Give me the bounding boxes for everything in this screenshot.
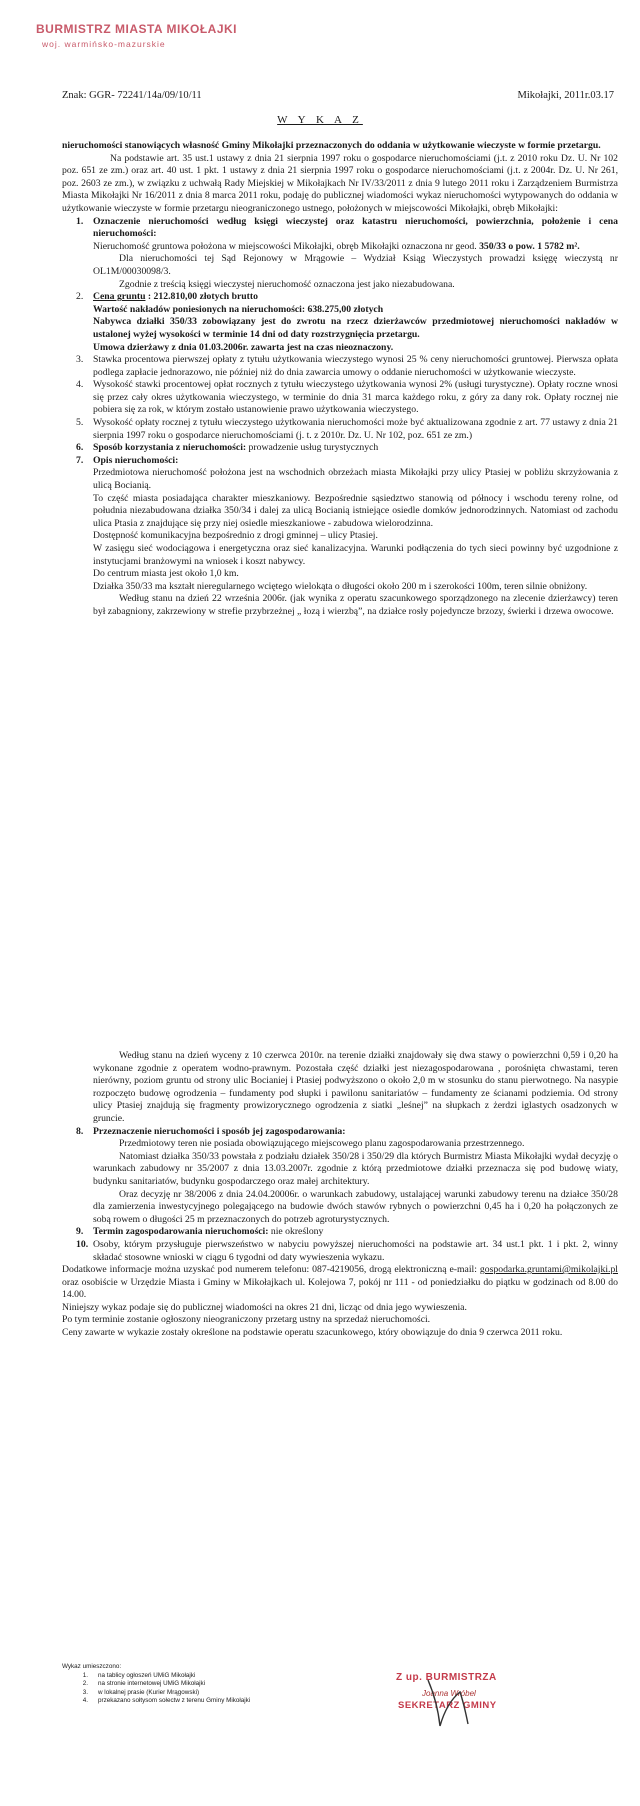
item-number: 1.: [76, 215, 84, 227]
list-item: 1. na tablicy ogłoszeń UMiG Mikołajki: [82, 1671, 196, 1679]
list-item: 4. przekazano sołtysom sołectw z terenu Gminy Mikołajki: [82, 1697, 251, 1705]
item-paragraph: Nieruchomość gruntowa położona w miejscowości Mikołajki, obręb Mikołajki oznaczona nr geod. 350/33 o pow. 1 5782 m².: [93, 240, 580, 252]
document-body-page1: [62, 140, 618, 619]
item-paragraph: Stawka procentowa pierwszej opłaty z tytułu użytkowania wieczystego wynosi 25 % ceny nieruchomości gruntowej. Pierwsza opłata podlega zapłacie jednorazowo, nie później niż do dnia zawarcia umowy o oddanie nieruchomości w użytkowanie wieczyste.: [93, 354, 618, 378]
intro-heading: nieruchomości stanowiących własność Gminy Mikołajki przeznaczonych do oddania w użytkowanie wieczyste w formie przetargu.: [62, 140, 601, 151]
signature-line-1: Z up. BURMISTRZA: [396, 1672, 497, 1683]
list-item-10: [62, 1239, 618, 1264]
closing-paragraph: Po tym terminie zostanie ogłoszony nieograniczony przetarg ustny na sprzedaż nieruchomości.: [62, 1314, 431, 1326]
list-item-9: [62, 1226, 618, 1239]
item-paragraph: Według stanu na dzień 22 września 2006r. (jak wynika z operatu szacunkowego sporządzonego na zlecenie dzierżawcy) teren był zabagniony, zakrzewiony w strefie przybrzeżnej „ łozą i wierzbą”, na działce rosły pojedyncze brzozy, świerki i drzewa owocowe.: [93, 593, 618, 617]
item-number: 4.: [76, 379, 84, 391]
list-item-5: [62, 417, 618, 442]
letterhead-stamp: [36, 22, 237, 49]
document-title: W Y K A Z: [277, 114, 363, 126]
item-paragraph: Wartość nakładów poniesionych na nieruchomości: 638.275,00 złotych: [93, 303, 384, 315]
list-item-6: [62, 442, 618, 455]
intro-body: Na podstawie art. 35 ust.1 ustawy z dnia 21 sierpnia 1997 roku o gospodarce nieruchomościami (j.t. z 2010 roku Dz. U. Nr 102 poz. 651 ze zm.) oraz art. 40 ust. 1 pkt. 1 ustawy z dnia 21 sierpnia 1997 roku o gospodarce nieruchomościami (j.t. z 2004r. Dz. U. Nr 261, poz. 2603 ze zm.), w związku z uchwałą Rady Miejskiej w Mikołajkach Nr IV/33/2011 z dnia 9 lutego 2011 roku i Zarządzeniem Burmistrza Miasta Mikołajki Nr 16/2011 z dnia 8 marca 2011 roku, podaję do publicznej wiadomości wykaz nieruchomości wytypowanych do oddania w użytkowanie wieczyste w formie przetargu nieograniczonego ustnego, położonych w miejscowości Mikołajki, obręb Mikołajki:: [62, 152, 618, 214]
item-paragraph: W zasięgu sieć wodociągowa i energetyczna oraz sieć kanalizacyjna. Warunki podłączenia do tych sieci powinny być uzgodnione z instytucjami branżowymi na wniosek i koszt nabywcy.: [93, 543, 618, 567]
item-number: 3.: [76, 354, 84, 366]
list-item: 2. na stronie internetowej UMiG Mikołajki: [82, 1680, 206, 1688]
signature-stamp: [396, 1672, 586, 1742]
list-item-7: [62, 455, 618, 619]
item-number: 9.: [76, 1226, 84, 1238]
item-paragraph: Dostępność komunikacyjna bezpośrednio z drogi gminnej – ulicy Ptasiej.: [93, 530, 378, 542]
closing-contact: Dodatkowe informacje można uzyskać pod numerem telefonu: 087-4219056, drogą elektroniczną e-mail: gospodarka.gruntami@mikolajki.pl oraz osobiście w Urzędzie Miasta i Gminy w Mikołajkach ul. Kolejowa 7, pokój nr 111 - od poniedziałku do piątku w godzinach od 8.00 do 14.00.: [62, 1264, 618, 1301]
item-paragraph: Termin zagospodarowania nieruchomości: nie określony: [93, 1226, 324, 1238]
item-paragraph: Nabywca działki 350/33 zobowiązany jest do zwrotu na rzecz dzierżawców przedmiotowej nieruchomości nakładów w ustalonej wyżej wysokości w terminie 14 dni od daty rozstrzygnięcia przetargu.: [93, 316, 618, 340]
item-paragraph: Przedmiotowa nieruchomość położona jest na wschodnich obrzeżach miasta Mikołajki przy ulicy Ptasiej w pobliżu skrzyżowania z ulicą Bocianią.: [93, 467, 618, 492]
signature-name: Joanna Wróbel: [422, 1689, 476, 1698]
item-heading: Oznaczenie nieruchomości według księgi wieczystej oraz katastru nieruchomości, powierzchnia, położenie i cena nieruchomości:: [93, 215, 618, 240]
item-paragraph: Natomiast działka 350/33 powstała z podziału działek 350/28 i 350/29 dla których Burmistrz Miasta Mikołajki wydał decyzję o warunkach zabudowy nr 35/2007 z dnia 13.03.2007r. zgodnie z którą przedmiotowe działki przeznacza się pod budowę wiaty, budynku sanitariatów, budynku gospodarczego oraz małej architektury.: [93, 1150, 618, 1187]
item-paragraph: Osoby, którym przysługuje pierwszeństwo w nabyciu powyższej nieruchomości na podstawie art. 34 ust.1 pkt. 1 i pkt. 2, winny składać stosowne wnioski w ciągu 6 tygodni od daty wywieszenia wykazu.: [93, 1238, 618, 1263]
item-number: 5.: [76, 417, 84, 429]
list-item-3: [62, 354, 618, 379]
item-paragraph: Według stanu na dzień wyceny z 10 czerwca 2010r. na terenie działki znajdowały się dwa stawy o powierzchni 0,59 i 0,20 ha wykonane zgodnie z operatem wodno-prawnym. Pozostała część działki jest niezagospodarowana , porośnięta chwastami, teren nierówny, poziom gruntu od strony ulic Bocianiej i Ptasiej podwyższono o około 2,0 m w stosunku do stanu pierwotnego. Na nasypie rozpoczęto budowę ogrodzenia – fundamenty pod słupki i pawilonu sanitariatów – fundamenty ze ścianami podziemia. Od strony ulicy Ptasiej znajdują się fragmenty prowizorycznego ogrodzenia z siatki „leśnej” na słupkach z żerdzi iglastych osadzonych w gruncie.: [93, 1050, 618, 1124]
list-item-2: [62, 291, 618, 354]
item-paragraph: Sposób korzystania z nieruchomości: prowadzenie usług turystycznych: [93, 442, 379, 454]
item-heading: Przeznaczenie nieruchomości i sposób jej zagospodarowania:: [93, 1125, 346, 1137]
posting-list: [62, 1663, 250, 1706]
list-item-4: [62, 379, 618, 417]
reference-number: Znak: GGR- 72241/14a/09/10/11: [62, 90, 202, 101]
item-paragraph: Dla nieruchomości tej Sąd Rejonowy w Mrągowie – Wydział Ksiąg Wieczystych prowadzi księgę wieczystą nr OL1M/00030098/3.: [93, 253, 618, 277]
item-number: 6.: [76, 442, 84, 454]
signature-line-3: SEKRETARZ GMINY: [398, 1700, 497, 1711]
closing-paragraph: Ceny zawarte w wykazie zostały określone na podstawie operatu szacunkowego, który obowiązuje do dnia 9 czerwca 2011 roku.: [62, 1327, 563, 1339]
item-paragraph: Oraz decyzję nr 38/2006 z dnia 24.04.20006r. o warunkach zabudowy, ustalającej warunki zabudowy terenu na działce 350/28 dla zamierzenia inwestycyjnego polegającego na budowie dwóch stawów rybnych o powierzchni 0,45 ha i 0,20 ha połączonych ze sobą rowem o długości 25 m przeznaczonych do potrzeb agroturystycznych.: [93, 1188, 618, 1225]
posting-heading: Wykaz umieszczono:: [62, 1663, 122, 1670]
item-paragraph: Przedmiotowy teren nie posiada obowiązującego miejscowego planu zagospodarowania przestrzennego.: [119, 1138, 525, 1150]
item-paragraph: Działka 350/33 ma kształt nieregularnego wciętego wielokąta o długości około 200 m i szerokości 100m, teren silnie obniżony.: [93, 580, 588, 592]
list-item-8: [62, 1126, 618, 1227]
item-number: 2.: [76, 291, 84, 303]
document-body-page2: [62, 1050, 618, 1340]
item-paragraph: Wysokość stawki procentowej opłat rocznych z tytułu wieczystego użytkowania wynosi 2% (usługi turystyczne). Opłaty roczne wnosi się przez cały okres użytkowania wieczystego, w terminie do dnia 31 marca każdego roku, z góry za dany rok. Opłaty rocznej nie pobiera się za rok, w którym zostało ustanowienie prawo użytkowania wieczystego.: [93, 379, 618, 416]
item-heading: Opis nieruchomości:: [93, 454, 179, 466]
letterhead-title: BURMISTRZ MIASTA MIKOŁAJKI: [36, 22, 237, 36]
item-paragraph: To część miasta posiadająca charakter mieszkaniowy. Bezpośrednie sąsiedztwo stanowią od północy i wschodu tereny rolne, od południa niezabudowana działka 350/34 i dalej za ulicą Bocianią istniejące osiedle domków jednorodzinnych. Natomiast od zachodu ulica Ptasia z znajdujące się przy niej osiedle mieszkaniowe - zabudowa wielorodzinna.: [93, 492, 618, 529]
item-paragraph: Zgodnie z treścią księgi wieczystej nieruchomość oznaczona jest jako niezabudowana.: [119, 278, 455, 290]
handwritten-signature-icon: [420, 1674, 480, 1734]
list-item-7-continued: [62, 1050, 618, 1126]
item-number: 8.: [76, 1125, 84, 1137]
letterhead-subtitle: woj. warmińsko-mazurskie: [42, 39, 166, 49]
list-item-1: [62, 216, 618, 292]
item-paragraph: Do centrum miasta jest około 1,0 km.: [93, 568, 239, 580]
item-heading: Cena gruntu : 212.810,00 złotych brutto: [93, 291, 258, 303]
item-number: 10.: [76, 1238, 89, 1250]
item-paragraph: Wysokość opłaty rocznej z tytułu wieczystego użytkowania nieruchomości może być aktualizowana zgodnie z art. 77 ustawy z dnia 21 sierpnia 1997 roku o gospodarce nieruchomościami (j. t. z 2010r. Dz. U. Nr 102, poz. 651 ze zm.): [93, 417, 618, 441]
list-item: 3. w lokalnej prasie (Kurier Mrągowski): [82, 1688, 200, 1696]
email-link[interactable]: gospodarka.gruntami@mikolajki.pl: [479, 1264, 618, 1276]
place-date: Mikołajki, 2011r.03.17: [517, 90, 614, 101]
reference-row: [62, 90, 614, 101]
item-paragraph: Umowa dzierżawy z dnia 01.03.2006r. zawarta jest na czas nieoznaczony.: [93, 341, 394, 353]
item-number: 7.: [76, 454, 84, 466]
closing-paragraph: Niniejszy wykaz podaje się do publicznej wiadomości na okres 21 dni, licząc od dnia jego wywieszenia.: [62, 1301, 467, 1313]
